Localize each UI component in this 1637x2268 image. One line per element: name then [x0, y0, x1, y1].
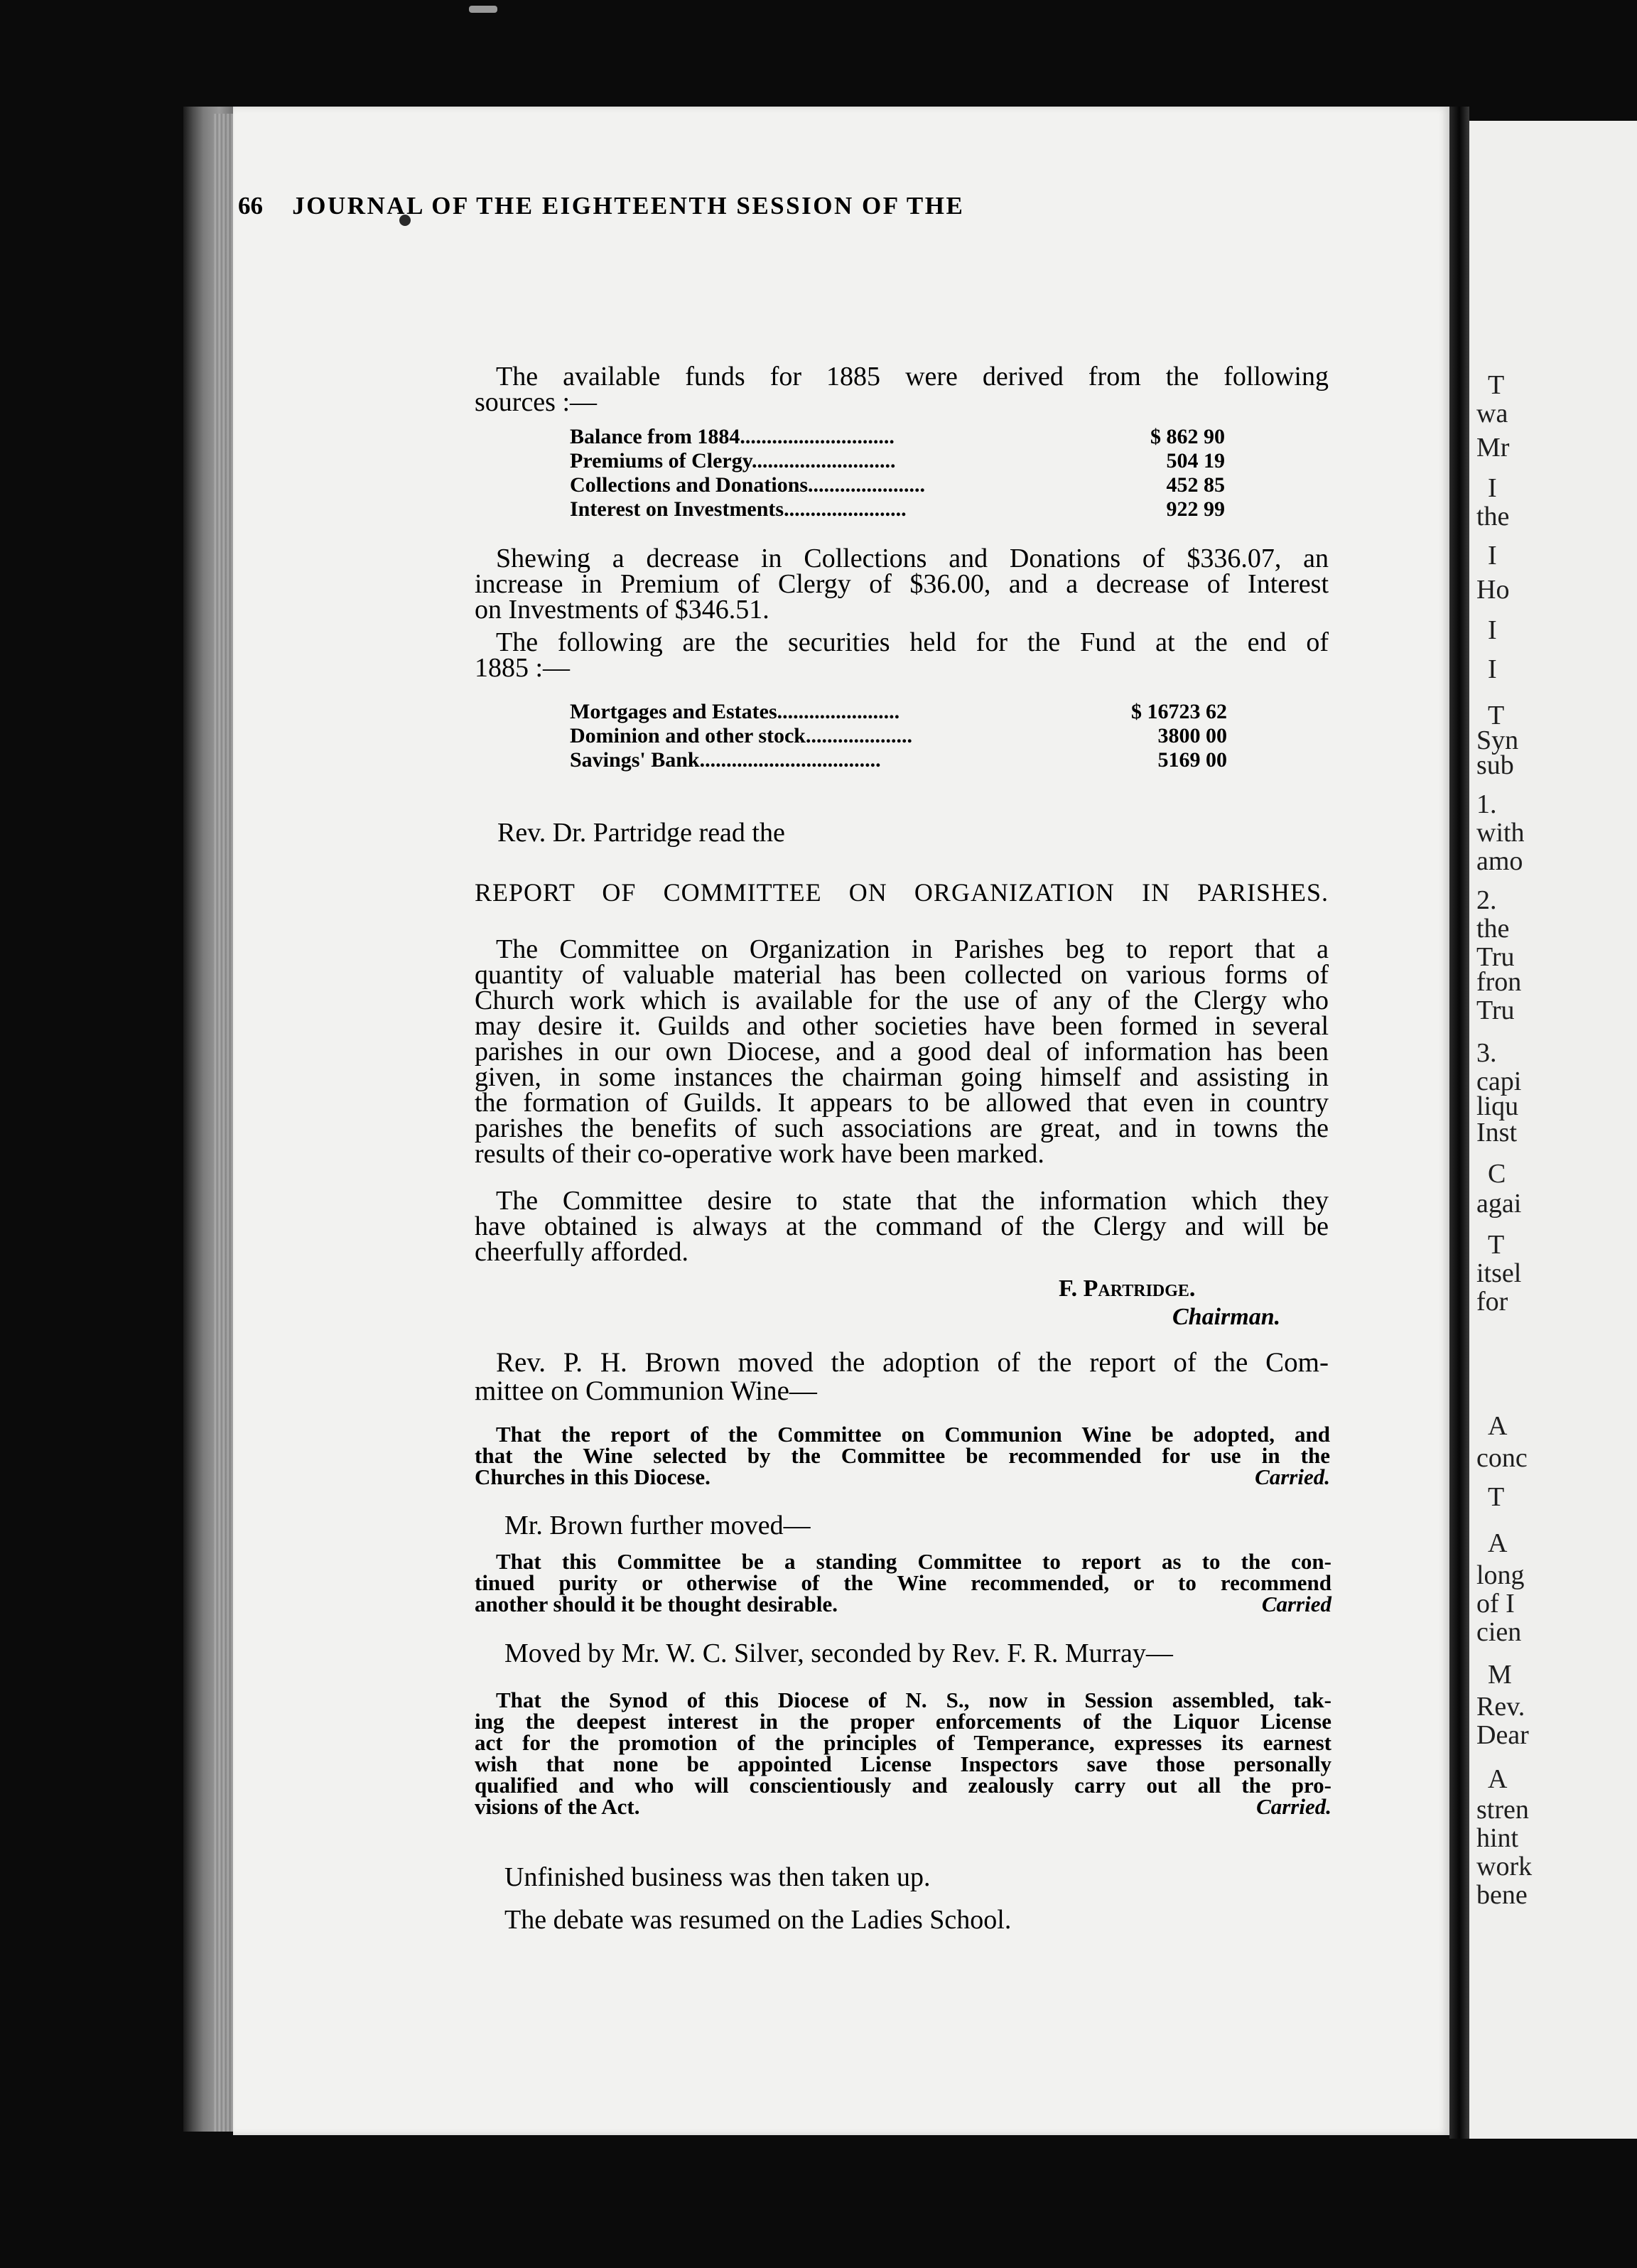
row-label: Balance from 1884.............................	[570, 425, 895, 448]
page-number: 66	[238, 192, 263, 220]
right-page-fragment: capi	[1476, 1066, 1522, 1096]
text-line: qualified and who will conscientiously and zealously carry out all the pro-	[475, 1773, 1331, 1798]
table-row	[570, 497, 1225, 522]
right-page-fragment: liqu	[1476, 1091, 1519, 1121]
right-page-fragment: Tru	[1476, 942, 1515, 972]
text-line: results of their co-operative work have been marked.	[475, 1139, 1044, 1169]
signature-title: Chairman.	[1172, 1304, 1281, 1330]
text-line	[475, 1464, 1330, 1489]
carried-label: Carried.	[1255, 1464, 1330, 1489]
text-line-part: visions of the Act.	[475, 1794, 640, 1819]
right-page-fragment: work	[1476, 1852, 1533, 1881]
row-amount: 5169 00	[1157, 748, 1227, 772]
row-label: Savings' Bank..................................	[570, 748, 881, 772]
text-line: mittee on Communion Wine—	[475, 1376, 817, 1406]
right-page-fragment: for	[1476, 1287, 1508, 1317]
text-line: increase in Premium of Clergy of $36.00, and a decrease of Interest	[475, 569, 1329, 599]
right-page-fragment: conc	[1476, 1443, 1528, 1473]
row-label: Premiums of Clergy...........................	[570, 449, 896, 472]
text-line: That the report of the Committee on Communion Wine be adopted, and	[496, 1422, 1330, 1447]
right-page-fragment: I	[1488, 541, 1497, 571]
right-page-fragment: Tru	[1476, 995, 1515, 1025]
right-page-fragment: I	[1488, 615, 1497, 645]
text-line: That the Synod of this Diocese of N. S., now in Session assembled, tak-	[496, 1688, 1331, 1712]
text-line: Church work which is available for the use of any of the Clergy who	[475, 986, 1329, 1015]
right-page-fragment: T	[1488, 370, 1505, 400]
securities-intro	[475, 627, 1329, 683]
right-page-fragment: 2.	[1476, 885, 1497, 915]
right-page-fragment: the	[1476, 502, 1510, 531]
report-paragraph-1	[475, 936, 1329, 1167]
funds-intro	[475, 364, 1329, 415]
right-page-fragment: A	[1488, 1411, 1508, 1441]
right-page-fragment: stren	[1476, 1795, 1529, 1825]
running-head	[238, 192, 1126, 220]
right-page-fragment: bene	[1476, 1880, 1528, 1910]
right-page-fragment: cien	[1476, 1617, 1522, 1647]
right-page-fragment: I	[1488, 473, 1497, 503]
text-line: That this Committee be a standing Committee to report as to the con-	[496, 1549, 1331, 1574]
table-row	[570, 449, 1225, 473]
text-line: on Investments of $346.51.	[475, 595, 769, 625]
brown-further-moved: Mr. Brown further moved—	[504, 1511, 811, 1540]
row-label: Dominion and other stock....................	[570, 724, 912, 747]
text-line: The available funds for 1885 were derived from the following	[496, 362, 1329, 392]
right-page-fragment: Ho	[1476, 575, 1510, 605]
right-page-fragment: I	[1488, 654, 1497, 684]
text-line: The Committee on Organization in Parishes beg to report that a	[496, 934, 1329, 964]
row-label: Interest on Investments.......................	[570, 497, 907, 521]
text-line: The Committee desire to state that the information which they	[496, 1186, 1329, 1216]
right-page-fragment: 3.	[1476, 1038, 1497, 1068]
right-page-fragment: amo	[1476, 846, 1523, 876]
right-page-fragment: Syn	[1476, 725, 1519, 755]
partridge-read: Rev. Dr. Partridge read the	[497, 818, 785, 848]
right-page-fragment: C	[1488, 1159, 1506, 1189]
silver-moved: Moved by Mr. W. C. Silver, seconded by Rev. F. R. Murray—	[504, 1638, 1173, 1668]
right-page-fragment: M	[1488, 1660, 1512, 1690]
row-amount: 452 85	[1166, 473, 1225, 497]
row-label: Mortgages and Estates.......................	[570, 700, 900, 723]
right-page-fragment: T	[1488, 1230, 1505, 1260]
table-row	[570, 724, 1227, 748]
text-line-part: Churches in this Diocese.	[475, 1464, 711, 1489]
report-heading: REPORT OF COMMITTEE ON ORGANIZATION IN PARISHES.	[475, 878, 1329, 907]
right-page-fragment: itsel	[1476, 1258, 1522, 1288]
text-line: wish that none be appointed License Inspectors save those personally	[475, 1751, 1331, 1776]
right-page-fragment: 1.	[1476, 789, 1497, 819]
unfinished-business: Unfinished business was then taken up.	[504, 1862, 931, 1892]
right-page-fragment: Inst	[1476, 1118, 1517, 1148]
right-page-fragment: of I	[1476, 1589, 1515, 1619]
right-page-fragment: long	[1476, 1560, 1525, 1590]
text-line: tinued purity or otherwise of the Wine recommended, or to recommend	[475, 1570, 1331, 1595]
row-amount: $ 862 90	[1150, 425, 1225, 448]
text-line: sources :—	[475, 387, 598, 417]
report-paragraph-2	[475, 1188, 1329, 1265]
brown-moved	[475, 1349, 1329, 1405]
table-row	[570, 748, 1227, 772]
right-page-fragment: wa	[1476, 399, 1508, 428]
text-line: given, in some instances the chairman going himself and assisting in	[475, 1062, 1329, 1092]
text-line: quantity of valuable material has been collected on various forms of	[475, 960, 1329, 990]
text-line: The following are the securities held for the Fund at the end of	[496, 627, 1329, 657]
text-line: Shewing a decrease in Collections and Donations of $336.07, an	[496, 544, 1329, 573]
carried-label: Carried	[1261, 1592, 1331, 1616]
right-page-fragment: agai	[1476, 1189, 1522, 1219]
text-line: may desire it. Guilds and other societies have been formed in several	[475, 1011, 1329, 1041]
text-line: ing the deepest interest in the proper enforcements of the Liquor License	[475, 1709, 1331, 1734]
right-page-fragment: Rev.	[1476, 1692, 1525, 1722]
resolution-3	[475, 1690, 1331, 1818]
table-row	[570, 700, 1227, 724]
row-amount: 504 19	[1166, 449, 1225, 472]
row-amount: $ 16723 62	[1131, 700, 1227, 723]
row-amount: 922 99	[1166, 497, 1225, 521]
signature-name: F. Partridge.	[1059, 1275, 1196, 1302]
right-page-fragment: Dear	[1476, 1720, 1529, 1750]
securities-table	[570, 700, 1227, 772]
text-line	[475, 1796, 1331, 1818]
text-line: that the Wine selected by the Committee be recommended for use in the	[475, 1443, 1330, 1468]
text-line-part: another should it be thought desirable.	[475, 1592, 838, 1616]
right-page-fragment: fron	[1476, 967, 1522, 997]
text-line: act for the promotion of the principles of Temperance, expresses its earnest	[475, 1730, 1331, 1755]
text-line: 1885 :—	[475, 653, 571, 683]
funds-table	[570, 425, 1225, 522]
text-line: have obtained is always at the command of the Clergy and will be	[475, 1211, 1329, 1241]
right-page-fragment: A	[1488, 1764, 1508, 1794]
decrease-paragraph	[475, 544, 1329, 625]
debate-resumed: The debate was resumed on the Ladies School.	[504, 1905, 1012, 1935]
text-line: cheerfully afforded.	[475, 1237, 689, 1267]
right-page-fragment: A	[1488, 1528, 1508, 1558]
right-page-fragment: T	[1488, 701, 1505, 730]
right-page-fragment: Mr	[1476, 433, 1510, 463]
table-row	[570, 473, 1225, 497]
right-page-fragment: the	[1476, 914, 1510, 944]
table-row	[570, 425, 1225, 449]
resolution-1	[475, 1424, 1330, 1488]
text-line: Rev. P. H. Brown moved the adoption of the report of the Com-	[496, 1347, 1329, 1378]
right-page-fragment: sub	[1476, 750, 1514, 780]
running-head-title: JOURNAL OF THE EIGHTEENTH SESSION OF THE	[292, 192, 965, 220]
text-line: parishes in our own Diocese, and a good deal of information has been	[475, 1037, 1329, 1066]
text-line	[475, 1594, 1331, 1615]
text-line: the formation of Guilds. It appears to be allowed that even in country	[475, 1088, 1329, 1118]
text-line: parishes the benefits of such associations are great, and in towns the	[475, 1113, 1329, 1143]
right-page-fragment: with	[1476, 818, 1525, 848]
right-page-fragment: hint	[1476, 1823, 1519, 1853]
row-amount: 3800 00	[1157, 724, 1227, 747]
carried-label: Carried.	[1256, 1794, 1331, 1819]
row-label: Collections and Donations......................	[570, 473, 926, 497]
resolution-2	[475, 1551, 1331, 1615]
right-page-fragment: T	[1488, 1482, 1505, 1512]
